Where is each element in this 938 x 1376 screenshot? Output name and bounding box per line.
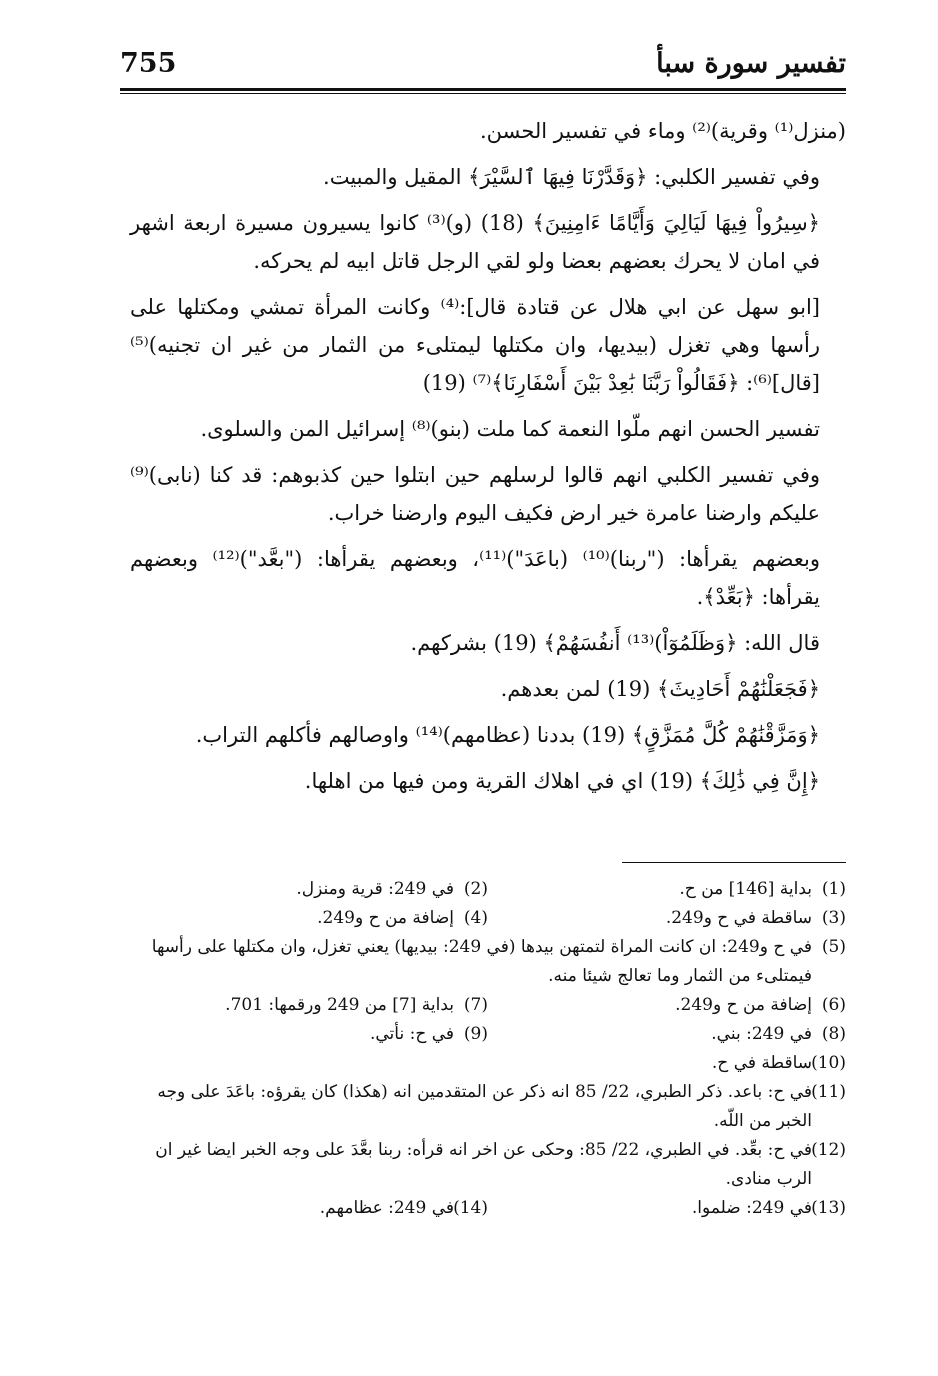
- footnote: (5)في ح و249: ان كانت المراة لتمتهن بيدها (في 249: بيديها) يعني تغزل، وان مكتلها على رأسها فيمتلىء من الثمار وما تعالج شيئا منه.: [151, 937, 846, 986]
- main-text: [130, 112, 846, 808]
- paragraph: [ابو سهل عن ابي هلال عن قتادة قال]:⁽⁴⁾ وكانت المرأة تمشي ومكتلها على رأسها وهي تغزل (بيديها، وان مكتلها ليمتلىء من الثمار من غير ان تجنيه)⁽⁵⁾ [قال]⁽⁶⁾: ﴿فَقَالُواْ رَبَّنَا بَٰعِدْ بَيْنَ أَسْفَارِنَا﴾⁽⁷⁾ (19): [130, 295, 820, 395]
- footnote: (7)بداية [7] من 249 ورقمها: 701.: [225, 995, 488, 1015]
- paragraph: ﴿إِنَّ فِي ذَٰلِكَ﴾ (19) اي في اهلاك القرية ومن فيها من اهلها.: [304, 769, 820, 793]
- paragraph: تفسير الحسن انهم ملّوا النعمة كما ملت (بنو)⁽⁸⁾ إسرائيل المن والسلوى.: [200, 417, 820, 441]
- footnote: (6)إضافة من ح و249.: [675, 995, 846, 1015]
- footnote-row: [130, 875, 846, 904]
- footnote-separator: [622, 862, 846, 863]
- footnote-row: [130, 1194, 846, 1223]
- paragraph: ﴿وَمَزَّقْنَٰهُمْ كُلَّ مُمَزَّقٍ﴾ (19) بددنا (عظامهم)⁽¹⁴⁾ واوصالهم فأكلهم التراب.: [195, 723, 820, 747]
- footnote: (13)في 249: ضلموا.: [691, 1198, 846, 1218]
- footnote: (9)في ح: نأتي.: [369, 1024, 488, 1044]
- paragraph: وبعضهم يقرأها: ("ربنا)⁽¹⁰⁾ (باعَدَ")⁽¹¹⁾، وبعضهم يقرأها: ("بعَّد")⁽¹²⁾ وبعضهم يقرأها: ﴿بَعِّدْ﴾.: [130, 547, 820, 609]
- footnote-row: [130, 991, 846, 1020]
- footnote: (1)بداية [146] من ح.: [679, 879, 846, 899]
- footnote: (14)في 249: عظامهم.: [319, 1198, 488, 1218]
- footnote: (11)في ح: باعد. ذكر الطبري، 22/ 85 انه ذكر عن المتقدمين انه (هكذا) كان يقرؤه: باعَدَ على وجه الخبر من اللّه.: [157, 1082, 846, 1131]
- footnotes: [130, 875, 846, 1223]
- header-rule-thick: [120, 88, 846, 91]
- footnote: (8)في 249: بني.: [711, 1024, 846, 1044]
- footnote-row: [130, 904, 846, 933]
- running-header: [120, 40, 846, 86]
- footnote: (12)في ح: بعِّد. في الطبري، 22/ 85: وحكى عن اخر انه قرأه: ربنا بعَّدَ على وجه الخبر ايضا غير ان الرب منادى.: [155, 1140, 846, 1189]
- footnote: (2)في 249: قرية ومنزل.: [296, 879, 488, 899]
- paragraph: قال الله: ﴿وَظَلَمُوٓاْ)⁽¹³⁾ أَنفُسَهُمْ﴾ (19) بشركهم.: [410, 631, 820, 655]
- footnote-row: [130, 1020, 846, 1049]
- paragraph: وفي تفسير الكلبي: ﴿وَقَدَّرْنَا فِيهَا ٱلسَّيْرَ﴾ المقيل والمبيت.: [323, 165, 820, 189]
- paragraph: ﴿فَجَعَلْنَٰهُمْ أَحَادِيثَ﴾ (19) لمن بعدهم.: [500, 677, 820, 701]
- page-number: 755: [120, 48, 177, 79]
- footnote: (3)ساقطة في ح و249.: [665, 908, 846, 928]
- chapter-title: تفسير سورة سبأ: [656, 48, 846, 79]
- footnote: (10)ساقطة في ح.: [711, 1053, 846, 1073]
- paragraph: (منزل⁽¹⁾ وقرية)⁽²⁾ وماء في تفسير الحسن.: [479, 119, 846, 143]
- paragraph: ﴿سِيرُواْ فِيهَا لَيَالِيَ وَأَيَّامًا ءَامِنِينَ﴾ (18) (و)⁽³⁾ كانوا يسيرون مسيرة اربعة اشهر في امان لا يحرك بعضهم بعضا ولو لقي الرجل قاتل ابيه لم يحركه.: [130, 211, 820, 273]
- footnote: (4)إضافة من ح و249.: [317, 908, 488, 928]
- header-rule-thin: [120, 93, 846, 94]
- paragraph: وفي تفسير الكلبي انهم قالوا لرسلهم حين ابتلوا حين كذبوهم: قد كنا (نابى)⁽⁹⁾ عليكم وارضنا عامرة خير ارض فكيف اليوم وارضنا خراب.: [130, 463, 820, 525]
